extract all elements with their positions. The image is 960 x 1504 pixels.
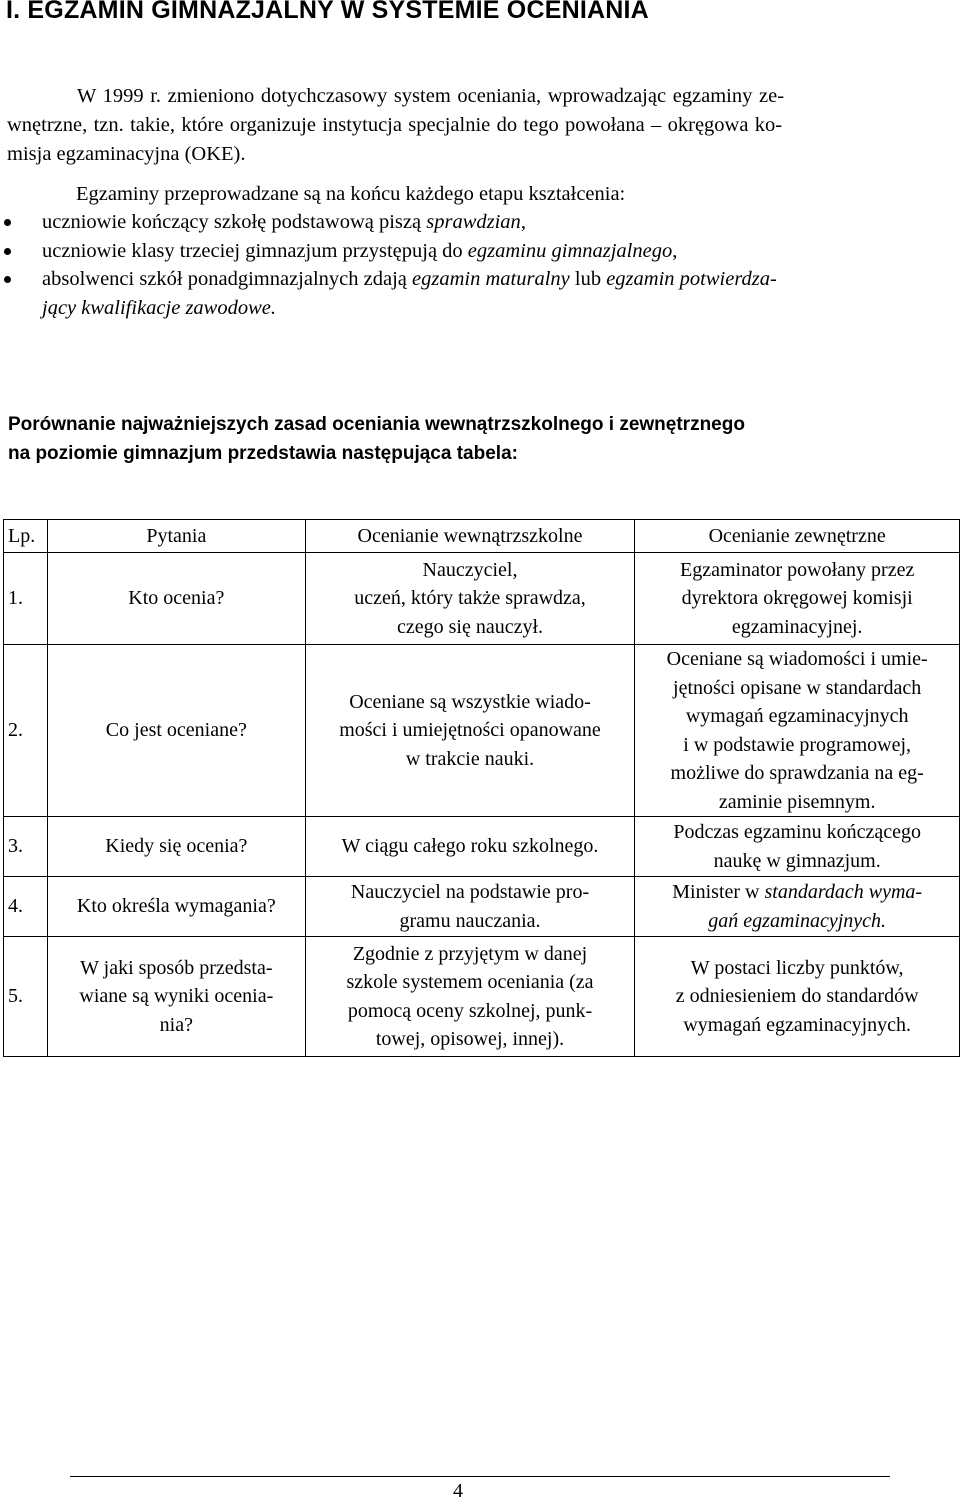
cell-text: Minister w [672,881,765,903]
cell-line: Co jest oceniane? [105,719,247,742]
list-item-emphasis: egzamin maturalny [412,268,570,290]
table-row [4,645,960,817]
row-number: 4. [4,877,48,937]
intro-paragraph [7,82,925,169]
question-cell [47,877,305,937]
cell-line: Oceniane są wszystkie wiado- [349,690,591,713]
list-item-text: absolwenci szkół ponadgimnazjalnych zdają [42,268,413,290]
cell-line: egzaminacyjnej. [731,615,863,638]
cell-line: W jaki sposób przedsta- [80,956,273,979]
cell-line: szkole systemem oceniania (za [346,971,594,993]
list-item-emphasis: sprawdzian [426,211,521,233]
external-cell [635,817,960,877]
table-row [4,553,960,645]
cell-line: pomocą oceny szkolnej, punk- [347,999,593,1022]
internal-cell [305,817,635,877]
list-item-emphasis: jący kwalifikacje zawodowe. [42,296,276,319]
row-number: 1. [4,553,48,645]
cell-line: z odniesieniem do standardów [675,985,919,1008]
comparison-table [3,519,960,1057]
comparison-heading-line: Porównanie najważniejszych zasad oceniania wewnątrzszkolnego i zewnętrznego [8,414,745,435]
cell-line: naukę w gimnazjum. [713,849,881,872]
cell-line: Nauczyciel na podstawie pro- [350,881,590,903]
list-item [0,208,930,237]
list-item [0,265,930,294]
list-item-text: , [520,211,526,233]
question-cell [47,645,305,817]
list-item-text: lub [569,268,607,290]
bullet-icon [4,276,11,283]
intro-line: W 1999 r. zmieniono dotychczasowy system oceniania, wprowadzając egzaminy ze- [77,85,785,107]
exams-intro: Egzaminy przeprowadzane są na końcu każdego etapu kształcenia: [76,183,626,205]
internal-cell [305,937,635,1057]
column-header-questions: Pytania [47,520,305,553]
cell-line: Oceniane są wiadomości i umie- [666,648,928,670]
cell-line: W postaci liczby punktów, [690,956,904,979]
internal-cell [305,877,635,937]
cell-line: wiane są wyniki ocenia- [79,985,274,1008]
exam-list [0,208,930,322]
bullet-icon [4,219,11,226]
list-item-emphasis: egzaminu gimnazjalnego [467,239,673,262]
intro-line: misja egzaminacyjna (OKE). [7,143,246,165]
external-cell [635,877,960,937]
external-cell [635,937,960,1057]
cell-line: Kto określa wymagania? [76,895,276,918]
cell-line: Zgodnie z przyjętym w danej [352,942,588,965]
cell-line: mości i umiejętności opanowane [339,719,601,742]
cell-line: Egzaminator powołany przez [679,558,915,581]
question-cell [47,817,305,877]
question-cell [47,937,305,1057]
cell-emphasis: standardach wyma- [764,881,923,903]
comparison-heading [8,410,938,468]
cell-line: i w podstawie programowej, [683,733,912,756]
table-header-row [4,520,960,553]
cell-line: Podczas egzaminu kończącego [673,821,921,843]
cell-line: uczeń, który także sprawdza, [354,587,586,610]
cell-line [639,907,955,936]
column-header-lp: Lp. [4,520,48,553]
table-row [4,937,960,1057]
cell-line: Kto ocenia? [128,587,225,610]
cell-line: W ciągu całego roku szkolnego. [341,835,599,858]
list-item-continuation [0,294,930,323]
cell-line: nia? [159,1013,193,1036]
cell-line: w trakcie nauki. [405,747,535,770]
list-item-emphasis: egzamin potwierdza- [606,268,777,290]
row-number: 3. [4,817,48,877]
table-row [4,817,960,877]
cell-line: Kiedy się ocenia? [105,835,248,858]
table-row [4,877,960,937]
bullet-icon [4,248,11,255]
internal-cell [305,553,635,645]
cell-line: wymagań egzaminacyjnych [685,705,909,727]
list-item-text: , [672,239,678,262]
column-header-internal: Ocenianie wewnątrzszkolne [305,520,635,553]
page-heading: I. EGZAMIN GIMNAZJALNY W SYSTEMIE OCENIANIA [6,0,649,24]
list-item-text: uczniowie klasy trzeciej gimnazjum przystępują do [42,239,468,262]
row-number: 5. [4,937,48,1057]
cell-line: czego się nauczył. [396,615,544,638]
cell-line: dyrektora okręgowej komisji [681,587,913,610]
cell-line: jętności opisane w standardach [673,676,922,699]
row-number: 2. [4,645,48,817]
external-cell [635,553,960,645]
footer-divider [70,1476,890,1477]
cell-line: towej, opisowej, innej). [375,1028,565,1050]
intro-line: wnętrzne, tzn. takie, które organizuje instytucja specjalnie do tego powołana – okręgowa ko- [7,114,783,136]
internal-cell [305,645,635,817]
cell-line: możliwe do sprawdzania na eg- [670,762,924,784]
cell-line: gramu nauczania. [399,909,541,932]
page-number: 4 [453,1480,463,1502]
list-item-text: uczniowie kończący szkołę podstawową piszą [42,211,427,233]
cell-line: wymagań egzaminacyjnych. [683,1013,911,1036]
list-item [0,237,930,266]
column-header-external: Ocenianie zewnętrzne [635,520,960,553]
cell-line: Nauczyciel, [422,558,518,581]
external-cell [635,645,960,817]
comparison-heading-line: na poziomie gimnazjum przedstawia następująca tabela: [8,443,518,464]
question-cell [47,553,305,645]
cell-emphasis: gań egzaminacyjnych. [708,909,887,932]
cell-line: zaminie pisemnym. [718,790,876,813]
cell-line [639,878,955,907]
